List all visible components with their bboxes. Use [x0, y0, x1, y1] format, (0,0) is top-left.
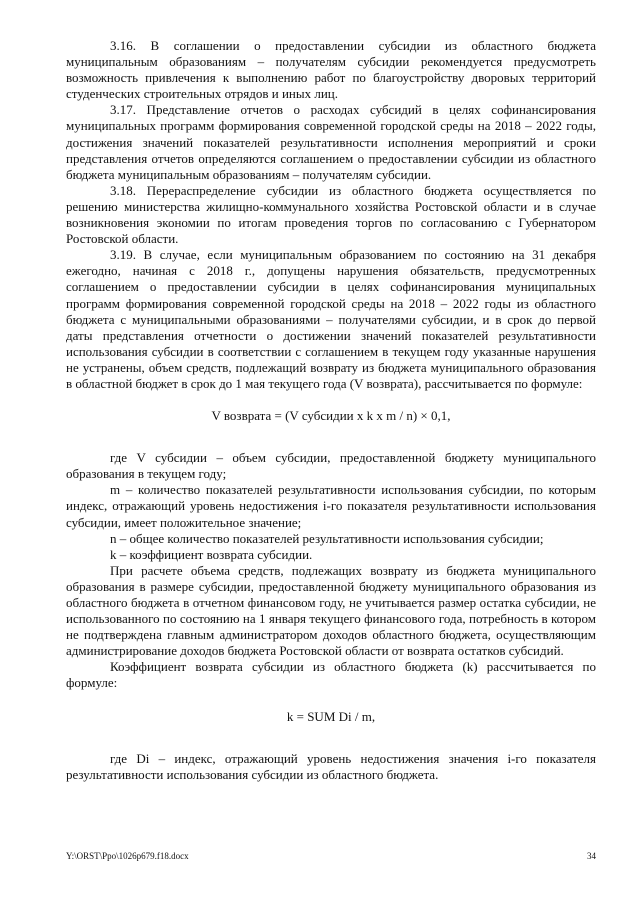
definition-m: m – количество показателей результативности использования субсидии, по которым индекс, отражающий уровень недостижения i-го показателя результативности использования субсидии, имеет положительное значение;	[66, 482, 596, 530]
formula-v-return: V возврата = (V субсидии x k x m / n) × 0,1,	[211, 408, 451, 424]
paragraph-3-17: 3.17. Представление отчетов о расходах субсидий в целях софинансирования муниципальных программ формирования современной городской среды на 2018 – 2022 годы, достижения значений показателей результативности исполнения мероприятий и сроки представления отчетов определяются соглашением о предоставлении субсидии из областного бюджета муниципальным образованиям – получателям субсидии.	[66, 102, 596, 182]
formula-k: k = SUM Di / m,	[286, 708, 376, 724]
document-body	[66, 38, 596, 783]
paragraph-coefficient-intro: Коэффициент возврата субсидии из областного бюджета (k) рассчитывается по формуле:	[66, 659, 596, 691]
page-number: 34	[587, 851, 596, 861]
paragraph-3-16: 3.16. В соглашении о предоставлении субсидии из областного бюджета муниципальным образованиям – получателям субсидии рекомендуется предусмотреть возможность привлечения к выполнению работ по благоустройству дворовых территорий студенческих строительных отрядов и иных лиц.	[66, 38, 596, 102]
paragraph-3-19: 3.19. В случае, если муниципальным образованием по состоянию на 31 декабря ежегодно, начиная с 2018 г., допущены нарушения обязательств, предусмотренных соглашением о предоставлении субсидии в целях софинансирования муниципальных программ формирования современной городской среды на 2018 – 2022 годы из областного бюджета с муниципальными образованиями – получателями субсидии, и в срок до первой даты представления отчетности о достижении значений показателей результативности использования субсидии в соответствии с соглашением в текущем году указанные нарушения не устранены, объем средств, подлежащий возврату из бюджета муниципального образования в областной бюджет в срок до 1 мая текущего года (V возврата), рассчитывается по формуле:	[66, 247, 596, 391]
paragraph-remainder-note: При расчете объема средств, подлежащих возврату из бюджета муниципального образования в размере субсидии, предоставленной бюджету муниципального образования из областного бюджета в отчетном финансовом году, не учитывается размер остатка субсидии, не использованного по состоянию на 1 января текущего финансового года, потребность в котором не подтверждена главным администратором доходов областного бюджета, осуществляющим администрирование доходов бюджета Ростовской области от возврата остатков субсидий.	[66, 562, 596, 659]
paragraph-3-18: 3.18. Перераспределение субсидии из областного бюджета осуществляется по решению министерства жилищно-коммунального хозяйства Ростовской области и в случае возникновения экономии по итогам проведения торгов по согласованию с Губернатором Ростовской области.	[66, 182, 596, 247]
definition-di: где Di – индекс, отражающий уровень недостижения значения i-го показателя результативности использования субсидии из областного бюджета.	[66, 750, 596, 782]
file-path: Y:\ORST\Ppo\1026p679.f18.docx	[66, 851, 189, 861]
definition-n: n – общее количество показателей результативности использования субсидии;	[110, 530, 544, 546]
definition-k: k – коэффициент возврата субсидии.	[110, 546, 313, 562]
definition-v-subsidy: где V субсидии – объем субсидии, предоставленной бюджету муниципального образования в текущем году;	[66, 450, 596, 482]
